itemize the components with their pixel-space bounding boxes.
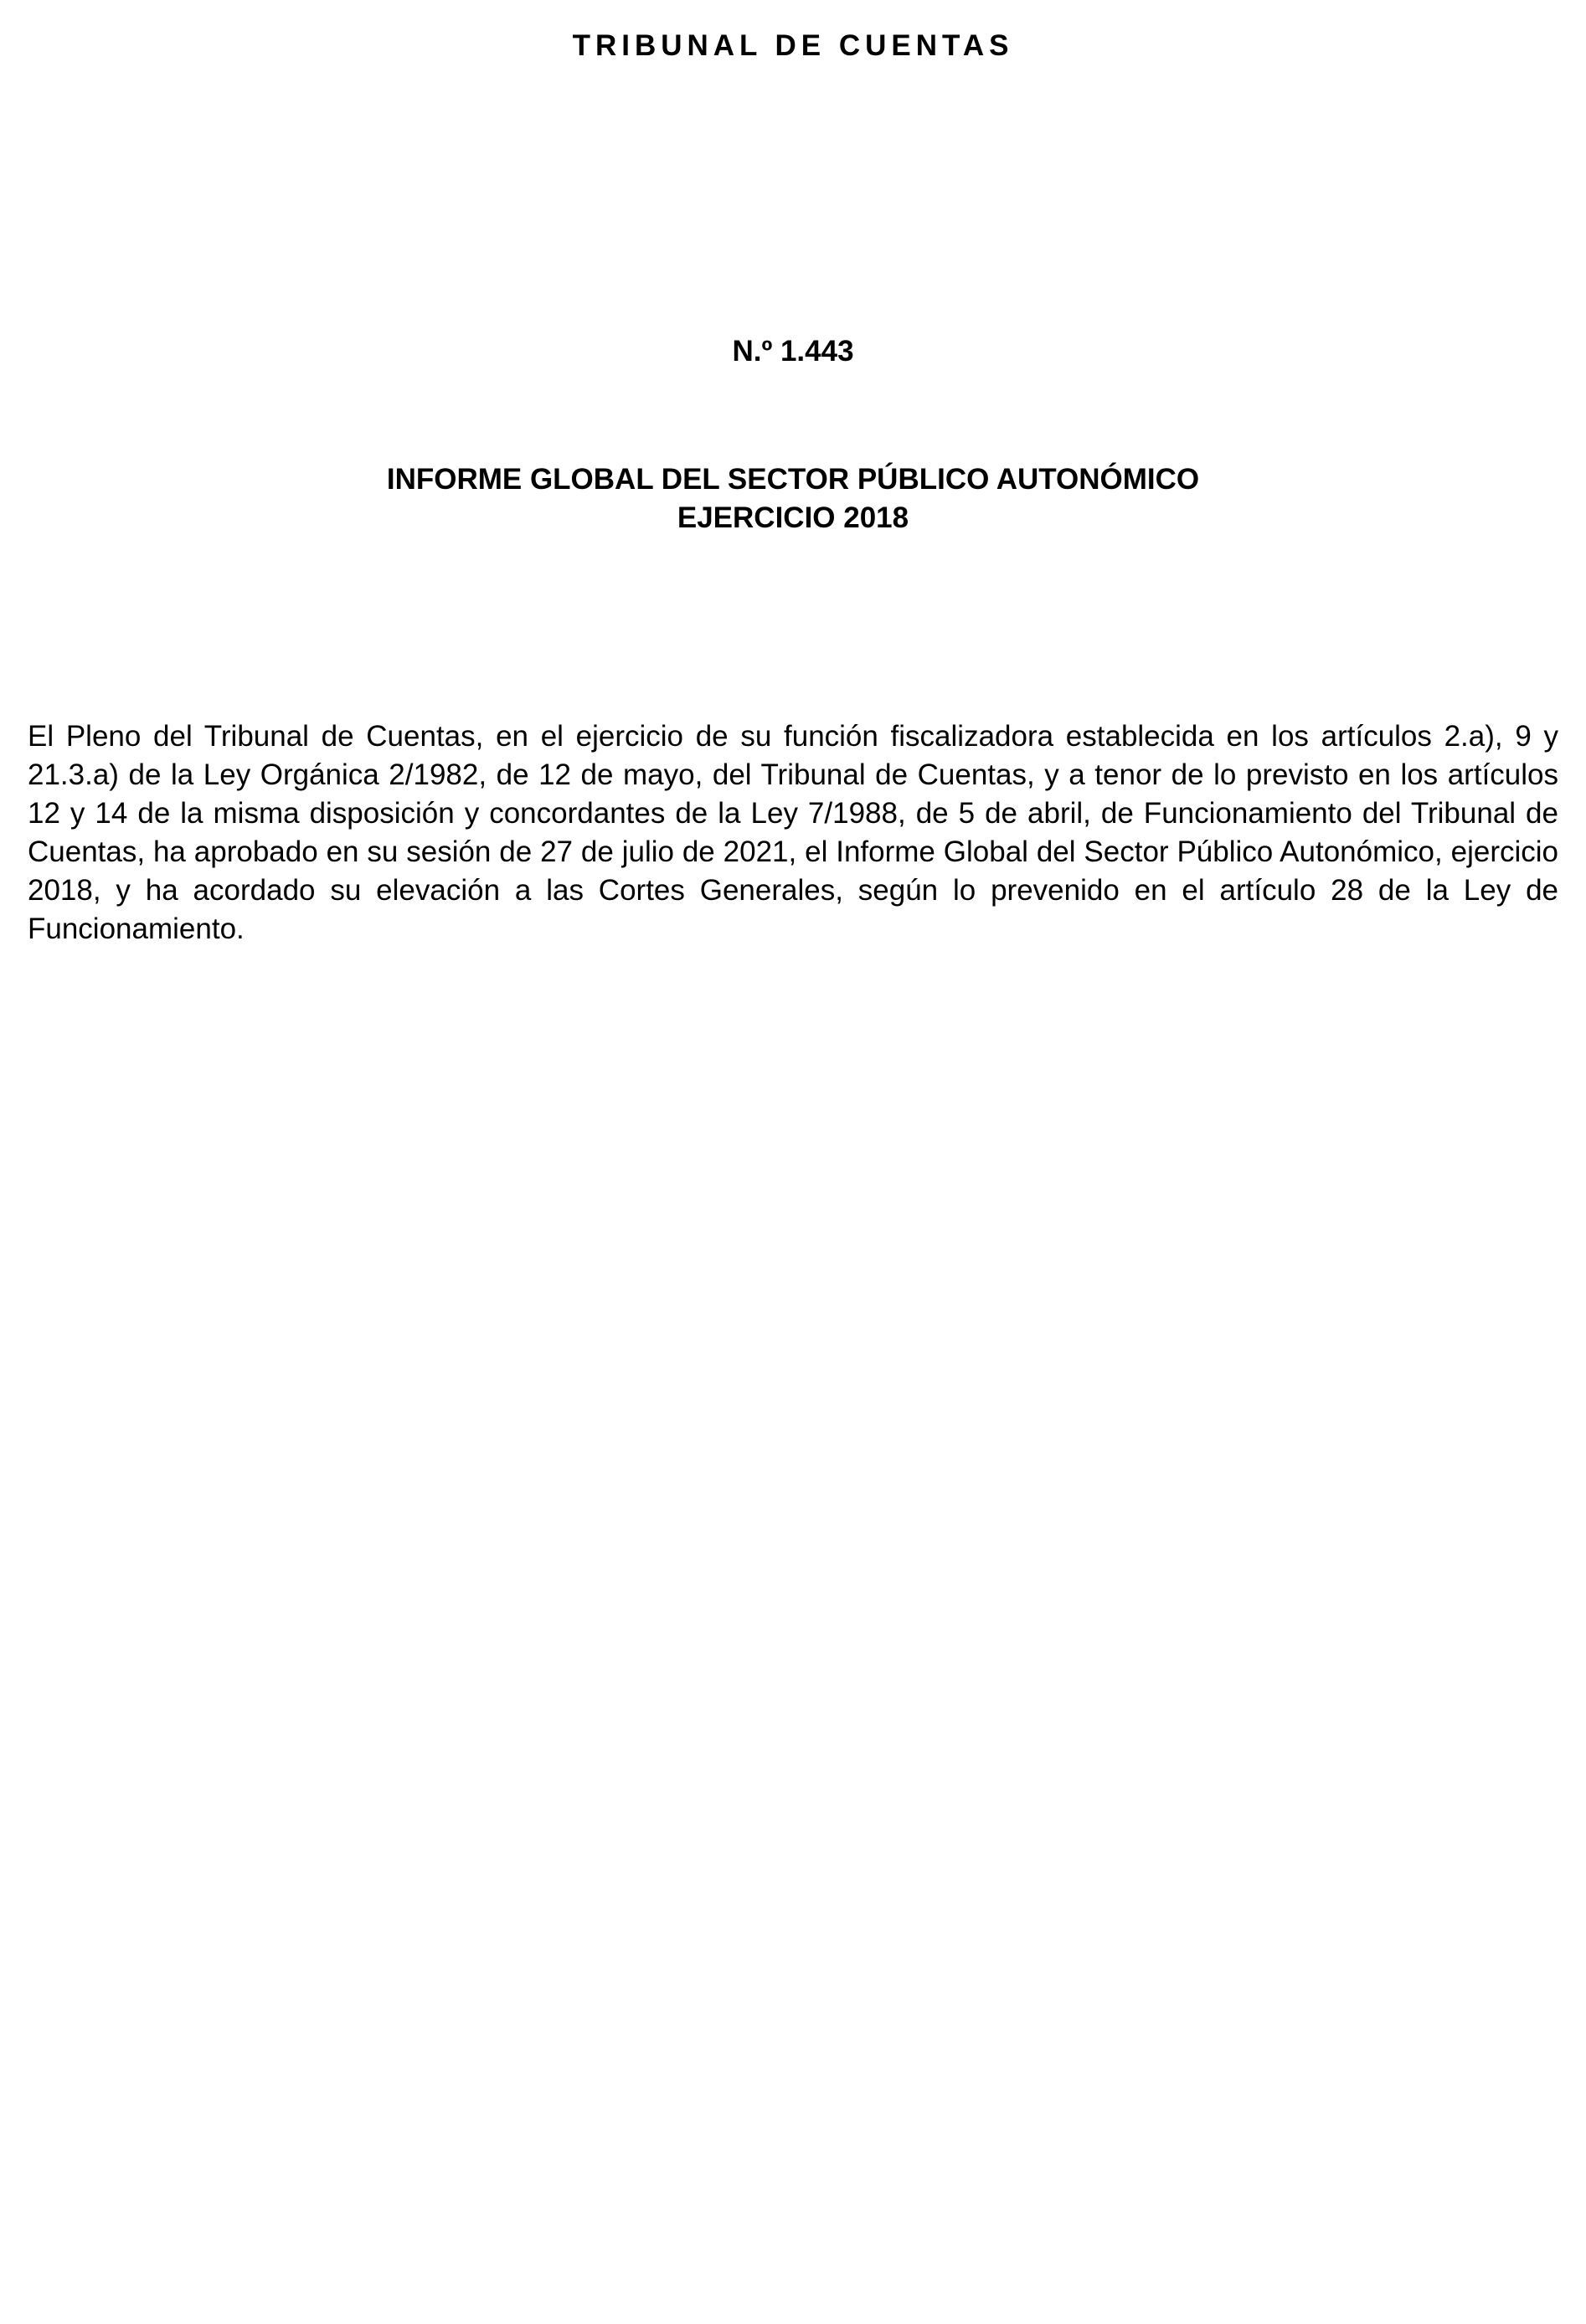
institution-header: TRIBUNAL DE CUENTAS	[572, 29, 1014, 62]
document-number: N.º 1.443	[732, 335, 854, 368]
body-paragraph: El Pleno del Tribunal de Cuentas, en el ejercicio de su función fiscalizadora establecida en los artículos 2.a), 9 y 21.3.a) de la Ley Orgánica 2/1982, de 12 de mayo, del Tribunal de Cuentas, y a tenor de lo previsto en los artículos 12 y 14 de la misma disposición y concordantes de la Ley 7/1988, de 5 de abril, de Funcionamiento del Tribunal de Cuentas, ha aprobado en su sesión de 27 de julio de 2021, el Informe Global del Sector Público Autonómico, ejercicio 2018, y ha acordado su elevación a las Cortes Generales, según lo prevenido en el artículo 28 de la Ley de Funcionamiento.	[28, 720, 1558, 945]
document-title	[0, 460, 1586, 537]
document-title-line-2: EJERCICIO 2018	[677, 501, 909, 534]
document-title-line-1: INFORME GLOBAL DEL SECTOR PÚBLICO AUTONÓMICO	[386, 463, 1200, 496]
